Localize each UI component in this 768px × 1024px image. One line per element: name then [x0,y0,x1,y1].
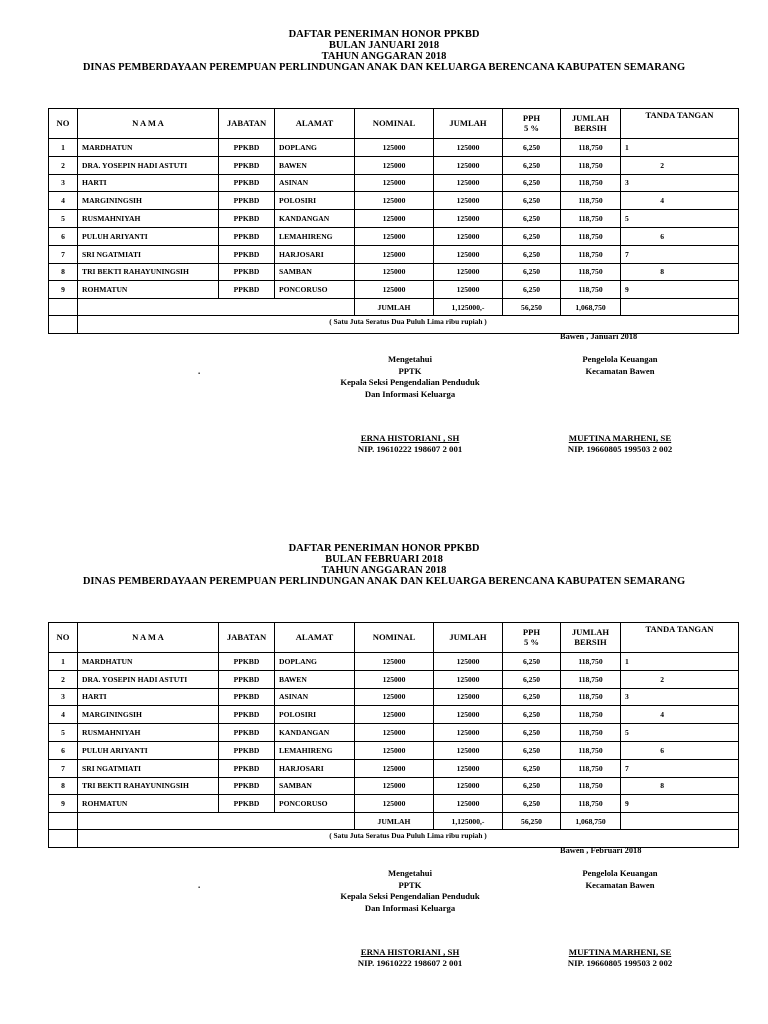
table-row [49,777,739,795]
col-header-bersih [561,109,621,139]
table-row [49,156,739,174]
cell-nominal: 125000 [355,795,434,813]
col-header-nama: N A M A [78,109,219,139]
heading-month: BULAN JANUARI 2018 [328,40,440,51]
amount-in-words-row [49,830,739,848]
cell-no: 9 [49,281,78,299]
col-header-nama: N A M A [78,623,219,653]
bersih-label-1: JUMLAH [571,627,610,637]
cell-nominal: 125000 [355,759,434,777]
cell-pph: 6,250 [503,192,561,210]
cell-pph: 6,250 [503,156,561,174]
cell-tanda-tangan: 2 [621,156,739,174]
table-header-row [49,109,739,139]
cell-jumlah: 125000 [434,139,503,157]
left-signer-block [310,868,510,914]
total-label: JUMLAH [355,813,434,830]
cell-no: 7 [49,759,78,777]
col-header-nominal: NOMINAL [355,109,434,139]
pph-rate: 5 % [523,122,540,133]
place-date: Bawen , Januari 2018 [560,332,638,341]
total-row [49,813,739,830]
left-signer-line-4: Dan Informasi Keluarga [364,388,456,399]
cell-no: 2 [49,156,78,174]
cell-tanda-tangan: 8 [621,263,739,281]
cell-nama: DRA. YOSEPIN HADI ASTUTI [78,670,219,688]
cell-nominal: 125000 [355,724,434,742]
cell-tanda-tangan: 5 [621,210,739,228]
cell-nominal: 125000 [355,156,434,174]
cell-no: 8 [49,263,78,281]
cell-nominal: 125000 [355,777,434,795]
cell-jabatan: PPKBD [219,156,275,174]
cell-no: 1 [49,139,78,157]
table-row [49,759,739,777]
cell-pph: 6,250 [503,227,561,245]
cell-nominal: 125000 [355,688,434,706]
cell-no: 2 [49,670,78,688]
cell-nama: SRI NGATMIATI [78,759,219,777]
cell-jabatan: PPKBD [219,653,275,671]
cell-nominal: 125000 [355,670,434,688]
honor-list-section [0,0,768,500]
cell-nama: TRI BEKTI RAHAYUNINGSIH [78,263,219,281]
cell-bersih: 118,750 [561,192,621,210]
cell-jabatan: PPKBD [219,245,275,263]
col-header-alamat: ALAMAT [275,623,355,653]
cell-jumlah: 125000 [434,795,503,813]
left-signer-nip: NIP. 19610222 198607 2 001 [357,444,463,454]
total-label: JUMLAH [355,299,434,316]
pph-label: PPH [522,627,541,637]
cell-nominal: 125000 [355,139,434,157]
right-signer-line-1: Pengelola Keuangan [582,354,658,364]
cell-bersih: 118,750 [561,688,621,706]
cell-bersih: 118,750 [561,156,621,174]
table-row [49,706,739,724]
left-signer-line-1: Mengetahui [388,354,432,364]
right-signer-name-block [540,947,700,969]
cell-jumlah: 125000 [434,281,503,299]
total-blank-ttd [621,813,739,830]
cell-jabatan: PPKBD [219,210,275,228]
cell-alamat: PONCORUSO [275,795,355,813]
col-header-jabatan: JABATAN [219,109,275,139]
cell-tanda-tangan: 9 [621,795,739,813]
table-row [49,210,739,228]
cell-bersih: 118,750 [561,795,621,813]
cell-alamat: PONCORUSO [275,281,355,299]
col-header-pph [503,109,561,139]
stray-dot: . [198,366,201,376]
cell-tanda-tangan: 7 [621,245,739,263]
left-signer-line-1: Mengetahui [388,868,432,878]
heading-fiscal-year: TAHUN ANGGARAN 2018 [321,565,447,576]
table-row [49,724,739,742]
col-header-no: NO [49,623,78,653]
bersih-label-2: BERSIH [574,122,607,133]
cell-nominal: 125000 [355,210,434,228]
cell-bersih: 118,750 [561,724,621,742]
cell-alamat: SAMBAN [275,263,355,281]
honor-table-body [49,109,739,334]
left-signer-name-block [310,433,510,455]
amount-in-words-row [49,316,739,334]
document-heading [0,543,768,587]
left-signer-name: ERNA HISTORIANI , SH [360,433,460,443]
cell-tanda-tangan: 8 [621,777,739,795]
cell-alamat: KANDANGAN [275,210,355,228]
cell-pph: 6,250 [503,706,561,724]
left-signer-line-2: PPTK [398,879,422,890]
cell-pph: 6,250 [503,670,561,688]
cell-alamat: POLOSIRI [275,192,355,210]
cell-nama: MARGININGSIH [78,192,219,210]
total-blank-ttd [621,299,739,316]
honor-table [48,622,739,848]
cell-nominal: 125000 [355,263,434,281]
stray-dot: . [198,880,201,890]
cell-jabatan: PPKBD [219,724,275,742]
cell-jumlah: 125000 [434,777,503,795]
cell-jabatan: PPKBD [219,174,275,192]
right-signer-line-2: Kecamatan Bawen [585,365,655,376]
cell-tanda-tangan: 6 [621,227,739,245]
cell-jumlah: 125000 [434,741,503,759]
cell-jumlah: 125000 [434,759,503,777]
cell-tanda-tangan: 7 [621,759,739,777]
honor-list-section [0,514,768,1014]
amount-in-words: ( Satu Juta Seratus Dua Puluh Lima ribu rupiah ) [78,316,739,334]
cell-jumlah: 125000 [434,227,503,245]
cell-jumlah: 125000 [434,706,503,724]
cell-alamat: SAMBAN [275,777,355,795]
right-signer-block [540,354,700,377]
total-blank-no [49,299,78,316]
total-blank-span [78,299,355,316]
table-row [49,139,739,157]
cell-nominal: 125000 [355,741,434,759]
left-signer-name: ERNA HISTORIANI , SH [360,947,460,957]
cell-nama: MARGININGSIH [78,706,219,724]
table-row [49,281,739,299]
cell-nama: ROHMATUN [78,281,219,299]
table-row [49,174,739,192]
right-signer-nip: NIP. 19660805 199503 2 002 [567,958,673,968]
cell-no: 4 [49,192,78,210]
cell-nama: HARTI [78,688,219,706]
cell-tanda-tangan: 1 [621,139,739,157]
cell-bersih: 118,750 [561,139,621,157]
table-row [49,741,739,759]
document-heading [0,29,768,73]
cell-nama: RUSMAHNIYAH [78,210,219,228]
heading-title: DAFTAR PENERIMAN HONOR PPKBD [288,29,480,40]
table-row [49,688,739,706]
cell-pph: 6,250 [503,795,561,813]
cell-jumlah: 125000 [434,210,503,228]
cell-nama: MARDHATUN [78,653,219,671]
cell-jabatan: PPKBD [219,263,275,281]
cell-pph: 6,250 [503,688,561,706]
cell-bersih: 118,750 [561,210,621,228]
bersih-label-1: JUMLAH [571,113,610,123]
col-header-no: NO [49,109,78,139]
cell-pph: 6,250 [503,741,561,759]
cell-bersih: 118,750 [561,174,621,192]
cell-jabatan: PPKBD [219,795,275,813]
heading-title: DAFTAR PENERIMAN HONOR PPKBD [288,543,480,554]
left-signer-line-3: Kepala Seksi Pengendalian Penduduk [340,891,480,901]
cell-jumlah: 125000 [434,192,503,210]
cell-bersih: 118,750 [561,759,621,777]
cell-pph: 6,250 [503,724,561,742]
words-blank-no [49,830,78,848]
cell-alamat: LEMAHIRENG [275,741,355,759]
left-signer-nip: NIP. 19610222 198607 2 001 [357,958,463,968]
cell-bersih: 118,750 [561,741,621,759]
honor-table [48,108,739,334]
cell-alamat: POLOSIRI [275,706,355,724]
cell-no: 7 [49,245,78,263]
right-signer-line-2: Kecamatan Bawen [585,879,655,890]
left-signer-block [310,354,510,400]
cell-alamat: DOPLANG [275,653,355,671]
cell-pph: 6,250 [503,653,561,671]
cell-pph: 6,250 [503,777,561,795]
heading-agency: DINAS PEMBERDAYAAN PEREMPUAN PERLINDUNGAN ANAK DAN KELUARGA BERENCANA KABUPATEN SEMARANG [82,576,686,587]
cell-nama: MARDHATUN [78,139,219,157]
table-row [49,245,739,263]
honor-table-body [49,623,739,848]
table-row [49,263,739,281]
cell-nominal: 125000 [355,281,434,299]
cell-tanda-tangan: 3 [621,174,739,192]
right-signer-line-1: Pengelola Keuangan [582,868,658,878]
cell-alamat: HARJOSARI [275,759,355,777]
total-jumlah: 1,125000,- [434,299,503,316]
cell-alamat: BAWEN [275,156,355,174]
total-blank-span [78,813,355,830]
right-signer-nip: NIP. 19660805 199503 2 002 [567,444,673,454]
cell-no: 6 [49,741,78,759]
cell-nama: DRA. YOSEPIN HADI ASTUTI [78,156,219,174]
cell-jumlah: 125000 [434,653,503,671]
cell-no: 9 [49,795,78,813]
cell-bersih: 118,750 [561,706,621,724]
col-header-alamat: ALAMAT [275,109,355,139]
cell-nama: ROHMATUN [78,795,219,813]
cell-bersih: 118,750 [561,777,621,795]
cell-nama: PULUH ARIYANTI [78,227,219,245]
cell-bersih: 118,750 [561,281,621,299]
cell-jabatan: PPKBD [219,227,275,245]
cell-jabatan: PPKBD [219,759,275,777]
cell-nama: TRI BEKTI RAHAYUNINGSIH [78,777,219,795]
amount-in-words: ( Satu Juta Seratus Dua Puluh Lima ribu rupiah ) [78,830,739,848]
cell-pph: 6,250 [503,139,561,157]
col-header-jumlah: JUMLAH [434,623,503,653]
cell-no: 8 [49,777,78,795]
cell-alamat: DOPLANG [275,139,355,157]
heading-fiscal-year: TAHUN ANGGARAN 2018 [321,51,447,62]
table-row [49,795,739,813]
cell-nominal: 125000 [355,192,434,210]
left-signer-line-3: Kepala Seksi Pengendalian Penduduk [340,377,480,387]
cell-jabatan: PPKBD [219,706,275,724]
cell-jabatan: PPKBD [219,139,275,157]
right-signer-block [540,868,700,891]
words-blank-no [49,316,78,334]
cell-jabatan: PPKBD [219,741,275,759]
left-signer-line-4: Dan Informasi Keluarga [364,902,456,913]
table-header-row [49,623,739,653]
cell-nama: PULUH ARIYANTI [78,741,219,759]
pph-rate: 5 % [523,636,540,647]
total-bersih: 1,068,750 [561,813,621,830]
cell-jumlah: 125000 [434,156,503,174]
cell-jumlah: 125000 [434,688,503,706]
cell-bersih: 118,750 [561,653,621,671]
table-row [49,227,739,245]
cell-jabatan: PPKBD [219,777,275,795]
col-header-pph [503,623,561,653]
cell-tanda-tangan: 9 [621,281,739,299]
cell-no: 5 [49,210,78,228]
cell-nominal: 125000 [355,706,434,724]
pph-label: PPH [522,113,541,123]
right-signer-name: MUFTINA MARHENI, SE [568,947,672,957]
cell-alamat: ASINAN [275,174,355,192]
cell-tanda-tangan: 3 [621,688,739,706]
right-signer-name-block [540,433,700,455]
cell-nominal: 125000 [355,653,434,671]
cell-no: 5 [49,724,78,742]
cell-jumlah: 125000 [434,263,503,281]
col-header-jumlah: JUMLAH [434,109,503,139]
cell-tanda-tangan: 2 [621,670,739,688]
total-blank-no [49,813,78,830]
cell-pph: 6,250 [503,210,561,228]
table-row [49,670,739,688]
cell-bersih: 118,750 [561,670,621,688]
heading-agency: DINAS PEMBERDAYAAN PEREMPUAN PERLINDUNGAN ANAK DAN KELUARGA BERENCANA KABUPATEN SEMARANG [82,62,686,73]
cell-no: 1 [49,653,78,671]
cell-nominal: 125000 [355,227,434,245]
table-row [49,653,739,671]
cell-alamat: KANDANGAN [275,724,355,742]
cell-nama: RUSMAHNIYAH [78,724,219,742]
cell-alamat: ASINAN [275,688,355,706]
total-jumlah: 1,125000,- [434,813,503,830]
cell-alamat: HARJOSARI [275,245,355,263]
cell-tanda-tangan: 1 [621,653,739,671]
cell-pph: 6,250 [503,174,561,192]
cell-nominal: 125000 [355,174,434,192]
cell-nama: HARTI [78,174,219,192]
cell-jabatan: PPKBD [219,192,275,210]
col-header-tanda-tangan: TANDA TANGAN [621,623,739,653]
total-row [49,299,739,316]
col-header-jabatan: JABATAN [219,623,275,653]
cell-jumlah: 125000 [434,724,503,742]
cell-no: 6 [49,227,78,245]
col-header-nominal: NOMINAL [355,623,434,653]
cell-nominal: 125000 [355,245,434,263]
cell-bersih: 118,750 [561,245,621,263]
table-row [49,192,739,210]
cell-alamat: BAWEN [275,670,355,688]
cell-bersih: 118,750 [561,263,621,281]
cell-jabatan: PPKBD [219,281,275,299]
cell-no: 3 [49,688,78,706]
cell-no: 3 [49,174,78,192]
cell-pph: 6,250 [503,759,561,777]
col-header-tanda-tangan: TANDA TANGAN [621,109,739,139]
cell-tanda-tangan: 4 [621,706,739,724]
cell-pph: 6,250 [503,245,561,263]
cell-pph: 6,250 [503,263,561,281]
col-header-bersih [561,623,621,653]
total-pph: 56,250 [503,299,561,316]
total-pph: 56,250 [503,813,561,830]
bersih-label-2: BERSIH [574,636,607,647]
cell-tanda-tangan: 5 [621,724,739,742]
place-date: Bawen , Februari 2018 [560,846,642,855]
cell-tanda-tangan: 4 [621,192,739,210]
right-signer-name: MUFTINA MARHENI, SE [568,433,672,443]
total-bersih: 1,068,750 [561,299,621,316]
cell-bersih: 118,750 [561,227,621,245]
left-signer-line-2: PPTK [398,365,422,376]
cell-nama: SRI NGATMIATI [78,245,219,263]
cell-jumlah: 125000 [434,245,503,263]
cell-pph: 6,250 [503,281,561,299]
cell-tanda-tangan: 6 [621,741,739,759]
cell-alamat: LEMAHIRENG [275,227,355,245]
cell-jumlah: 125000 [434,670,503,688]
cell-jumlah: 125000 [434,174,503,192]
cell-no: 4 [49,706,78,724]
cell-jabatan: PPKBD [219,688,275,706]
heading-month: BULAN FEBRUARI 2018 [325,554,443,565]
cell-jabatan: PPKBD [219,670,275,688]
left-signer-name-block [310,947,510,969]
